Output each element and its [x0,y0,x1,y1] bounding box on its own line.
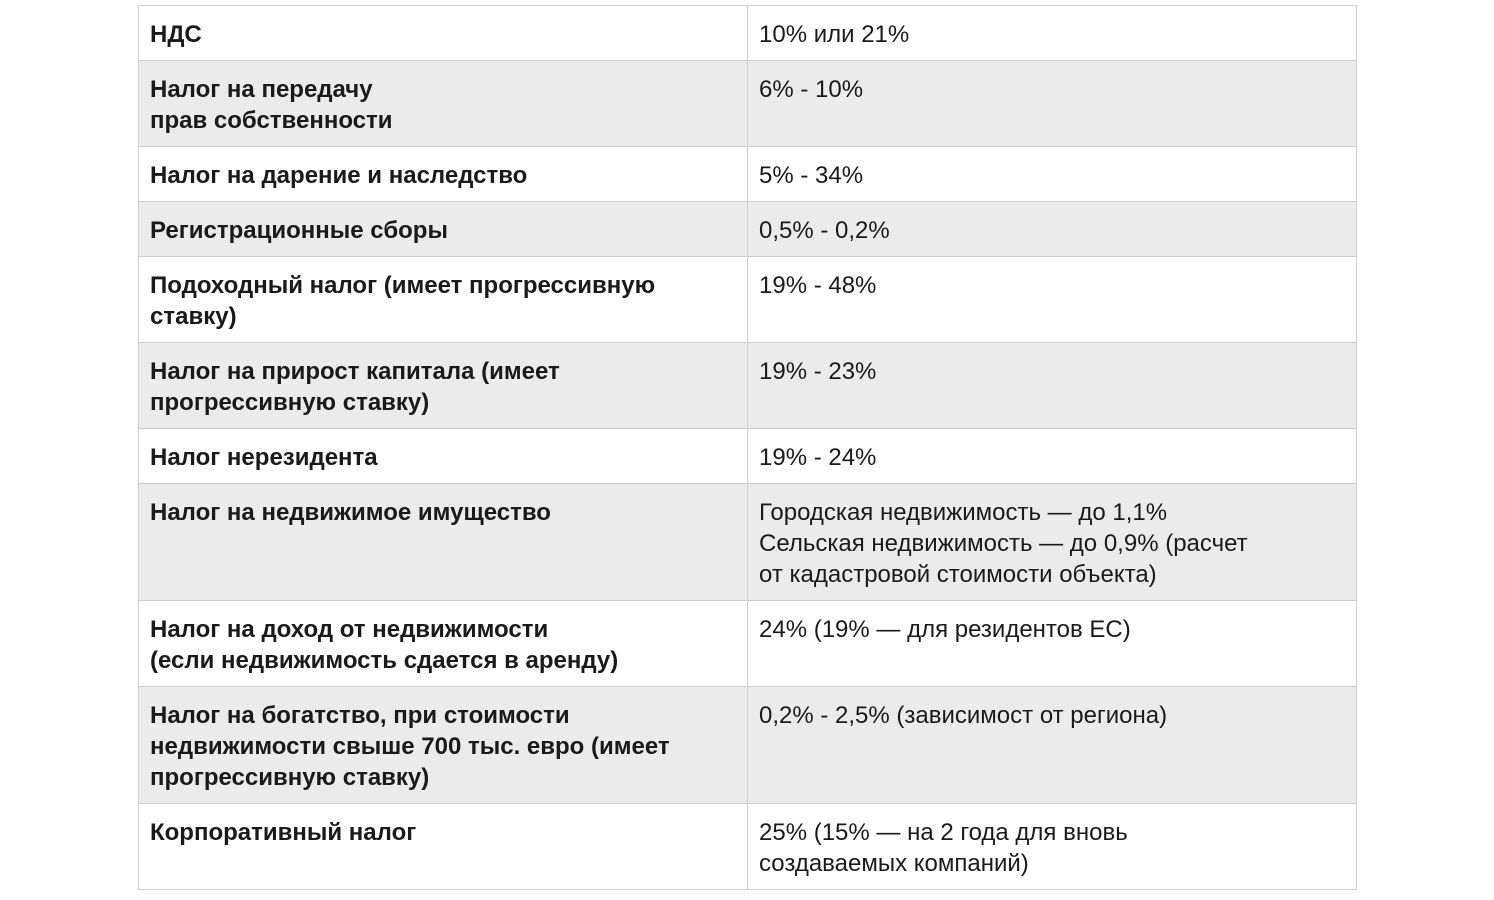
tax-rate-cell: 0,2% - 2,5% (зависимост от региона) [748,687,1357,804]
tax-name-cell: Налог на богатство, при стоимости недвижимости свыше 700 тыс. евро (имеет прогрессивную ставку) [139,687,748,804]
tax-rate-cell: 10% или 21% [748,6,1357,61]
table-row [139,804,1357,890]
table-row [139,257,1357,343]
table-row [139,61,1357,147]
table-row [139,202,1357,257]
tax-rate-cell: 24% (19% — для резидентов ЕС) [748,601,1357,687]
tax-rates-table [138,5,1357,890]
tax-rate-cell: 19% - 23% [748,343,1357,429]
tax-name-cell: Налог на передачу прав собственности [139,61,748,147]
tax-name-cell: Регистрационные сборы [139,202,748,257]
table-row [139,6,1357,61]
tax-name-cell: Налог на доход от недвижимости (если недвижимость сдается в аренду) [139,601,748,687]
table-row [139,147,1357,202]
tax-name-cell: НДС [139,6,748,61]
tax-name-cell: Корпоративный налог [139,804,748,890]
tax-rate-cell: 19% - 24% [748,429,1357,484]
tax-name-cell: Подоходный налог (имеет прогрессивную ставку) [139,257,748,343]
table-row [139,601,1357,687]
tax-rate-cell: 6% - 10% [748,61,1357,147]
table-row [139,687,1357,804]
table-row [139,343,1357,429]
tax-rate-cell: Городская недвижимость — до 1,1% Сельская недвижимость — до 0,9% (расчет от кадастровой стоимости объекта) [748,484,1357,601]
tax-name-cell: Налог на прирост капитала (имеет прогрессивную ставку) [139,343,748,429]
tax-rate-cell: 0,5% - 0,2% [748,202,1357,257]
table-row [139,484,1357,601]
tax-rate-cell: 19% - 48% [748,257,1357,343]
tax-rate-cell: 25% (15% — на 2 года для вновь создаваемых компаний) [748,804,1357,890]
tax-name-cell: Налог на недвижимое имущество [139,484,748,601]
table-row [139,429,1357,484]
tax-name-cell: Налог нерезидента [139,429,748,484]
tax-rate-cell: 5% - 34% [748,147,1357,202]
tax-name-cell: Налог на дарение и наследство [139,147,748,202]
